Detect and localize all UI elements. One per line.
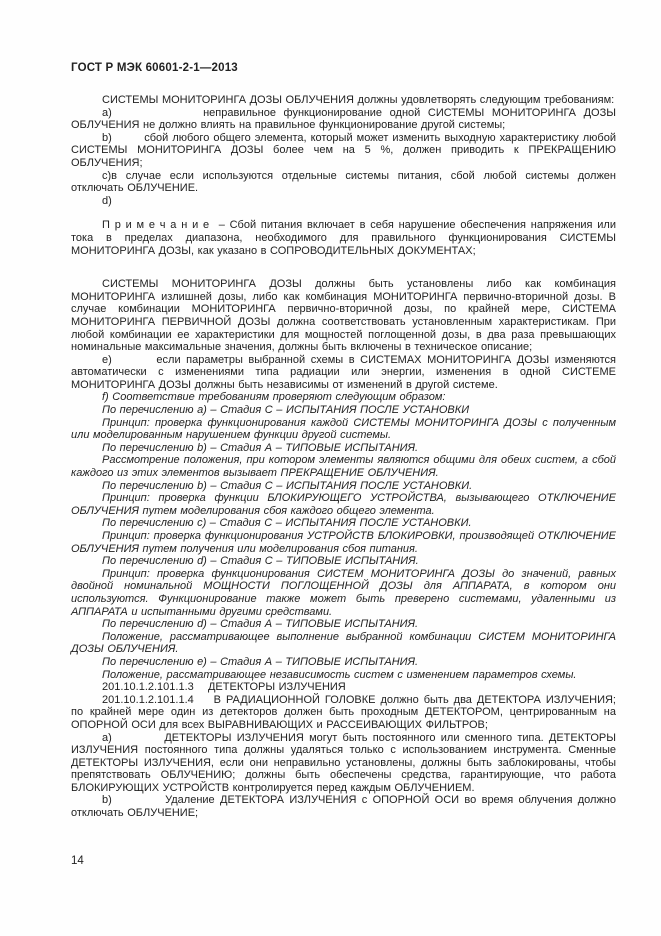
- paragraph: Принцип: проверка функции БЛОКИРУЮЩЕГО УСТРОЙСТВА, вызывающего ОТКЛЮЧЕНИЕ ОБЛУЧЕНИЯ путем моделирования сбоя каждого общего элемента.: [71, 492, 616, 517]
- paragraph: По перечислению b) – Стадия С – ИСПЫТАНИЯ ПОСЛЕ УСТАНОВКИ.: [102, 479, 473, 492]
- document-standard-designation: ГОСТ Р МЭК 60601-2-1—2013: [71, 62, 238, 74]
- paragraph: Принцип: проверка функционирования каждой СИСТЕМЫ МОНИТОРИНГА ДОЗЫ с полученным или моделированным нарушением функции другой системы.: [71, 416, 616, 442]
- paragraph: Принцип: проверка функционирования СИСТЕМ МОНИТОРИНГА ДОЗЫ до значений, равных двойной номинальной МОЩНОСТИ ПОГЛОЩЕННОЙ ДОЗЫ для АППАРАТА, в котором они используются. Функционирование также может быть преверено системами, удаленными из АППАРАТА и испытанными другими средствами.: [71, 567, 616, 618]
- paragraph: c)в случае если используются отдельные системы питания, сбой любой системы должен отключать ОБЛУЧЕНИЕ.: [71, 169, 616, 195]
- paragraph: По перечислению c) – Стадия С – ИСПЫТАНИЯ ПОСЛЕ УСТАНОВКИ.: [102, 517, 472, 530]
- paragraph: a) неправильное функционирование одной СИСТЕМЫ МОНИТОРИНГА ДОЗЫ ОБЛУЧЕНИЯ не должно влиять на правильное функционирование другой системы;: [71, 106, 616, 132]
- page-number: 14: [71, 855, 84, 867]
- paragraph: f) Соответствие требованиям проверяют следующим образом:: [102, 391, 446, 404]
- paragraph: 201.10.1.2.101.1.4 В РАДИАЦИОННОЙ ГОЛОВКЕ должно быть два ДЕТЕКТОРА ИЗЛУЧЕНИЯ; по крайней мере один из детекторов должен быть проходным ДЕТЕКТОРОМ, центрированным на ОПОРНОЙ ОСИ для всех ВЫРАВНИВАЮЩИХ и РАССЕИВАЮЩИХ ФИЛЬТРОВ;: [71, 693, 616, 731]
- paragraph: Положение, рассматривающее выполнение выбранной комбинации СИСТЕМ МОНИТОРИНГА ДОЗЫ ОБЛУЧЕНИЯ.: [71, 630, 616, 656]
- paragraph: СИСТЕМЫ МОНИТОРИНГА ДОЗЫ должны быть установлены либо как комбинация МОНИТОРИНГА излишней дозы, либо как комбинация МОНИТОРИНГА первично-вторичной дозы. В случае комбинации МОНИТОРИНГА первично-вторичной дозы, по крайней мере, СИСТЕМА МОНИТОРИНГА ПЕРВИЧНОЙ ДОЗЫ должна соответствовать установленным характеристикам. При любой комбинации ее характеристики для мощностей поглощенной дозы, в два раза превышающих номинальные максимальные значения, должны быть включены в техническое описание;: [71, 278, 616, 354]
- paragraph: Принцип: проверка функционирования УСТРОЙСТВ БЛОКИРОВКИ, производящей ОТКЛЮЧЕНИЕ ОБЛУЧЕНИЯ путем получения или моделирования сбоя питания.: [71, 530, 616, 555]
- paragraph: По перечислению е) – Стадия А – ТИПОВЫЕ ИСПЫТАНИЯ.: [102, 655, 419, 668]
- paragraph: По перечислению b) – Стадия А – ТИПОВЫЕ ИСПЫТАНИЯ.: [102, 441, 419, 454]
- paragraph: П р и м е ч а н и е – Сбой питания включает в себя нарушение обеспечения напряжения или тока в пределах диапазона, необходимого для правильного функционирования СИСТЕМЫ МОНИТОРИНГА ДОЗЫ, как указано в СОПРОВОДИТЕЛЬНЫХ ДОКУМЕНТАХ;: [71, 219, 616, 257]
- paragraph: b) сбой любого общего элемента, который может изменить выходную характеристику любой СИСТЕМЫ МОНИТОРИНГА ДОЗЫ более чем на 5 %, должен приводить к ПРЕКРАЩЕНИЮ ОБЛУЧЕНИЯ;: [71, 131, 616, 169]
- paragraph: По перечислению d) – Стадия С – ТИПОВЫЕ ИСПЫТАНИЯ.: [102, 555, 419, 568]
- paragraph: е) если параметры выбранной схемы в СИСТЕМАХ МОНИТОРИНГА ДОЗЫ изменяются автоматически с изменениями типа радиации или энергии, изменения в одной СИСТЕМЕ МОНИТОРИНГА ДОЗЫ должны быть независимы от изменений в другой системе.: [71, 353, 616, 391]
- paragraph: По перечислению a) – Стадия С – ИСПЫТАНИЯ ПОСЛЕ УСТАНОВКИ: [102, 404, 470, 417]
- paragraph: Рассмотрение положения, при котором элементы являются общими для обеих систем, а сбой каждого из этих элементов вызывает ПРЕКРАЩЕНИЕ ОБЛУЧЕНИЯ.: [71, 454, 616, 480]
- paragraph: d): [102, 194, 112, 207]
- paragraph: b) Удаление ДЕТЕКТОРА ИЗЛУЧЕНИЯ с ОПОРНОЙ ОСИ во время облучения должно отключать ОБЛУЧЕНИЕ;: [71, 794, 616, 820]
- paragraph: СИСТЕМЫ МОНИТОРИНГА ДОЗЫ ОБЛУЧЕНИЯ должны удовлетворять следующим требованиям:: [102, 94, 615, 106]
- paragraph: 201.10.1.2.101.1.3 ДЕТЕКТОРЫ ИЗЛУЧЕНИЯ: [102, 681, 346, 694]
- paragraph: a) ДЕТЕКТОРЫ ИЗЛУЧЕНИЯ могут быть постоянного или сменного типа. ДЕТЕКТОРЫ ИЗЛУЧЕНИЯ постоянного типа должны удаляться только с использованием инструмента. Сменные ДЕТЕКТОРЫ ИЗЛУЧЕНИЯ, если они неправильно установлены, должны быть заблокированы, чтобы препятствовать ОБЛУЧЕНИЮ; должны быть обеспечены средства, гарантирующие, что работа БЛОКИРУЮЩИХ УСТРОЙСТВ контролируется перед каждым ОБЛУЧЕНИЕМ.: [71, 731, 616, 794]
- paragraph: По перечислению d) – Стадия А – ТИПОВЫЕ ИСПЫТАНИЯ.: [102, 618, 419, 631]
- document-body: [71, 94, 616, 820]
- paragraph: Положение, рассматривающее независимость систем с изменением параметров схемы.: [102, 668, 577, 681]
